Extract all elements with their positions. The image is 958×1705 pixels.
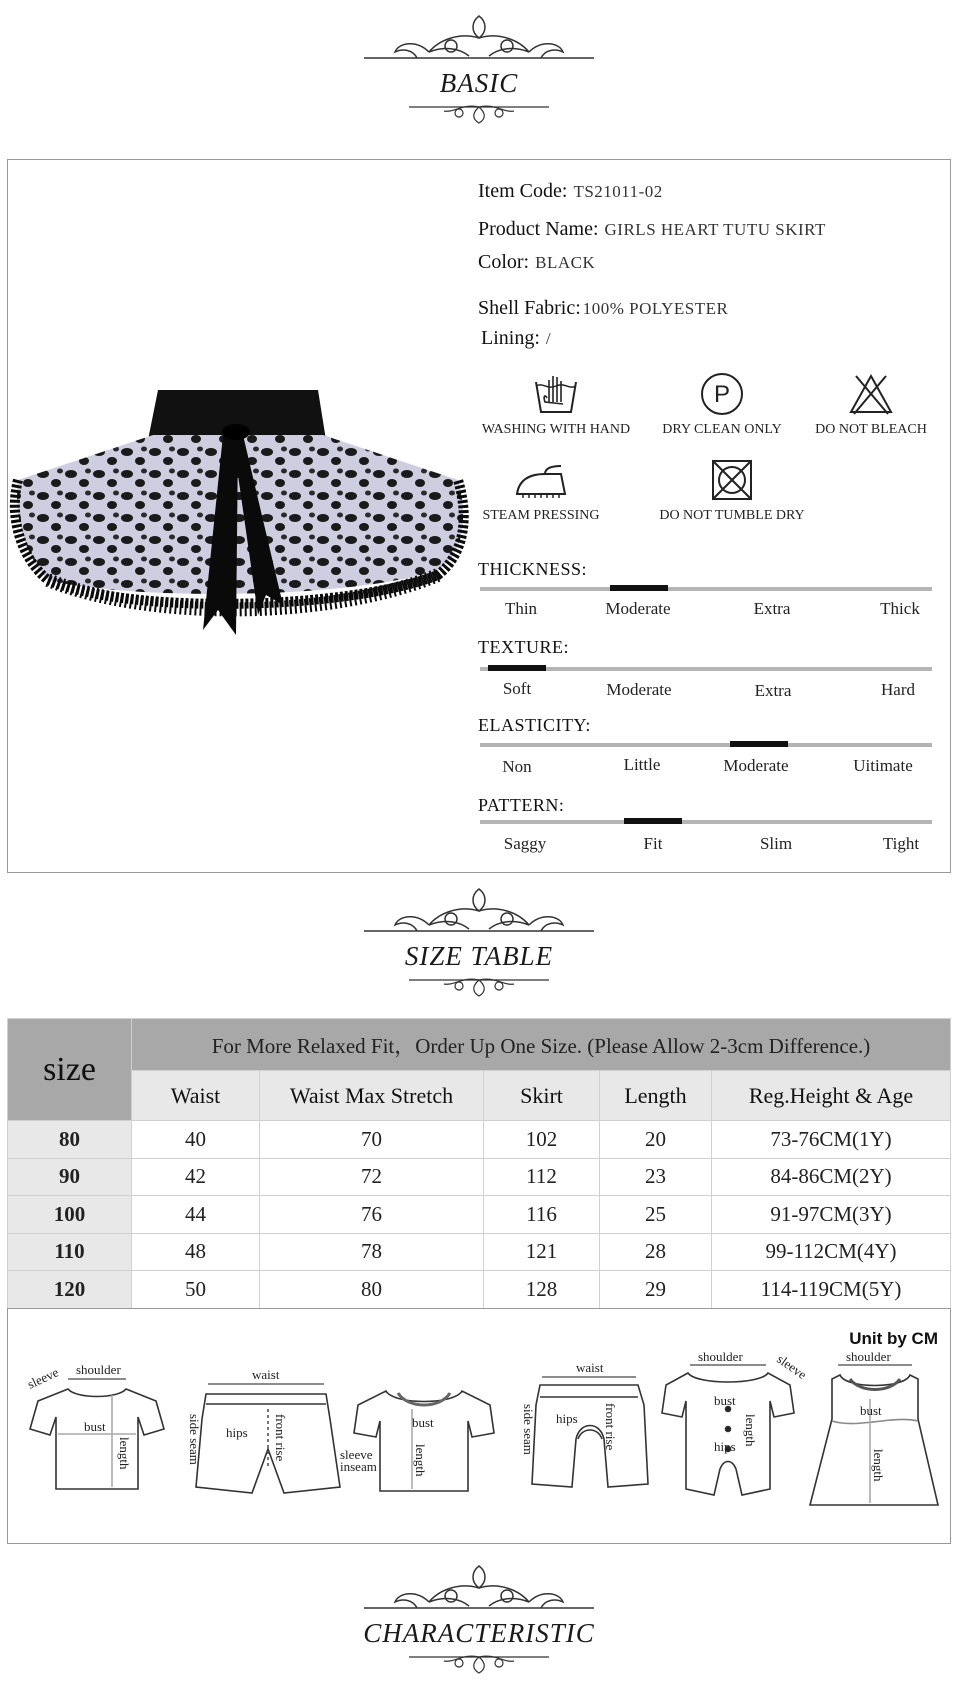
care-no-tumble-label: DO NOT TUMBLE DRY [659,508,805,523]
bust-label-3: bust [714,1393,736,1408]
texture-label-4: Hard [881,680,915,699]
length-label-3: length [743,1414,758,1447]
col-skirt: Skirt [484,1071,600,1121]
unit-label: Unit by CM [849,1329,938,1348]
thickness-label-1: Thin [504,599,538,618]
sleeve-inseam-label-2: inseam [340,1459,377,1474]
elasticity-label-2: Little [623,755,661,774]
texture-scale [480,667,932,671]
ornament-top-icon [359,885,599,941]
shell-fabric-value: 100% POLYESTER [582,299,729,318]
size-cell: 80 [8,1121,132,1159]
stretch-cell: 76 [260,1196,484,1234]
size-header: size [8,1019,132,1121]
tutu-skirt-image [8,380,470,670]
romper-diagram [662,1365,794,1495]
waist-cell: 44 [132,1196,260,1234]
col-waist-max-stretch: Waist Max Stretch [260,1071,484,1121]
col-height-age: Reg.Height & Age [712,1071,951,1121]
pattern-title: PATTERN: [478,795,565,815]
product-name-label: Product Name: [478,218,599,240]
no-bleach-icon [848,372,894,416]
size-table-heading [0,885,958,998]
pattern-label-2: Fit [643,834,663,853]
care-no-bleach-label: DO NOT BLEACH [815,422,927,437]
thickness-scale [480,587,932,591]
thickness-label-2: Moderate [605,599,671,618]
basic-heading [0,12,958,125]
hips-label-2: hips [556,1411,578,1426]
lining-value: / [545,329,552,348]
no-tumble-dry-icon [710,458,754,502]
garment-measure-diagram [8,1309,952,1545]
size-cell: 120 [8,1271,132,1309]
care-steam-label: STEAM PRESSING [482,508,600,523]
shoulder-label-4: shoulder [846,1349,891,1364]
tshirt-diagram [30,1379,164,1489]
stretch-cell: 80 [260,1271,484,1309]
product-name-value: GIRLS HEART TUTU SKIRT [604,220,826,239]
height-age-cell: 99-112CM(4Y) [712,1233,951,1271]
size-table [7,1018,951,1309]
hand-wash-icon [533,372,579,416]
length-cell: 25 [600,1196,712,1234]
table-row [8,1121,951,1159]
pattern-label-3: Slim [759,834,793,853]
care-dry-clean [657,372,787,438]
thickness-label-4: Thick [880,599,920,618]
characteristic-heading [0,1562,958,1675]
bust-label-2: bust [412,1415,434,1430]
item-code-row [478,180,663,203]
color-row [478,251,595,274]
elasticity-title: ELASTICITY: [478,715,591,735]
product-name-row [478,218,826,241]
skirt-cell: 116 [484,1196,600,1234]
size-cell: 90 [8,1158,132,1196]
lining-label: Lining: [481,327,540,349]
front-rise-label: front rise [273,1414,288,1462]
care-no-tumble [652,458,812,524]
bust-label: bust [84,1419,106,1434]
thickness-marker [610,585,668,591]
dry-clean-letter: P [713,381,731,408]
size-table-title: SIZE TABLE [404,941,554,971]
skirt-cell: 102 [484,1121,600,1159]
ornament-bottom-icon [404,99,554,125]
ornament-top-icon [359,1562,599,1618]
elasticity-label-4: Uitimate [853,756,913,775]
texture-title: TEXTURE: [478,637,569,657]
skirt-cell: 121 [484,1233,600,1271]
sleeve-inseam-label-1: sleeve [340,1447,373,1462]
length-cell: 20 [600,1121,712,1159]
care-washing-hand [481,372,631,438]
bust-label-4: bust [860,1403,882,1418]
lining-row [481,327,551,350]
table-row [8,1233,951,1271]
pattern-marker [624,818,682,824]
sleeve-label-3: sleeve [774,1351,810,1383]
texture-label-1: Soft [502,679,532,698]
waist-cell: 42 [132,1158,260,1196]
stretch-cell: 70 [260,1121,484,1159]
dress-diagram [810,1365,938,1505]
ornament-bottom-icon [404,972,554,998]
hips-label: hips [226,1425,248,1440]
length-cell: 28 [600,1233,712,1271]
shell-fabric-row [478,297,728,320]
col-waist: Waist [132,1071,260,1121]
waist-cell: 50 [132,1271,260,1309]
color-label: Color: [478,251,530,273]
col-length: Length [600,1071,712,1121]
skirt-cell: 128 [484,1271,600,1309]
length-cell: 29 [600,1271,712,1309]
size-note: For More Relaxed Fit，Order Up One Size. (Please Allow 2-3cm Difference.) [132,1019,951,1071]
length-label-4: length [871,1449,886,1482]
basic-title: BASIC [439,68,519,98]
dry-clean-icon [699,372,745,416]
care-steam-pressing [481,462,601,524]
ornament-bottom-icon [404,1649,554,1675]
stretch-cell: 78 [260,1233,484,1271]
thickness-label-3: Extra [753,599,791,618]
front-rise-label-2: front rise [603,1403,618,1451]
elasticity-label-1: Non [502,757,532,776]
hips-label-3: hips [714,1439,736,1454]
color-value: BLACK [535,253,596,272]
texture-label-2: Moderate [606,680,672,699]
shoulder-label: shoulder [76,1362,121,1377]
care-dry-clean-label: DRY CLEAN ONLY [662,422,782,437]
elasticity-scale [480,743,932,747]
elasticity-marker [730,741,788,747]
pattern-scale [480,820,932,824]
care-no-bleach [810,372,932,438]
pattern-label-1: Saggy [503,834,547,853]
waist-cell: 40 [132,1121,260,1159]
elasticity-label-3: Moderate [723,756,789,775]
thickness-title: THICKNESS: [478,559,588,579]
height-age-cell: 73-76CM(1Y) [712,1121,951,1159]
skirt-cell: 112 [484,1158,600,1196]
texture-label-3: Extra [754,681,792,700]
side-seam-label: side seam [187,1414,202,1465]
height-age-cell: 84-86CM(2Y) [712,1158,951,1196]
care-washing-label: WASHING WITH HAND [481,422,631,437]
sleeve-label: sleeve [24,1364,61,1392]
height-age-cell: 91-97CM(3Y) [712,1196,951,1234]
ornament-top-icon [359,12,599,68]
table-row [8,1158,951,1196]
item-code-value: TS21011-02 [573,182,663,201]
steam-iron-icon [513,462,569,502]
shorts-diagram [196,1384,340,1493]
waist-label: waist [252,1367,280,1382]
texture-marker [488,665,546,671]
length-label: length [117,1437,132,1470]
characteristic-title: CHARACTERISTIC [363,1618,595,1648]
size-cell: 110 [8,1233,132,1271]
shell-fabric-label: Shell Fabric: [478,297,581,319]
height-age-cell: 114-119CM(5Y) [712,1271,951,1309]
length-cell: 23 [600,1158,712,1196]
waist-cell: 48 [132,1233,260,1271]
measurement-diagrams [7,1308,951,1544]
size-cell: 100 [8,1196,132,1234]
table-row [8,1196,951,1234]
bloomer-diagram [532,1377,648,1487]
pattern-label-4: Tight [882,834,920,853]
side-seam-label-2: side seam [521,1404,536,1455]
shoulder-label-3: shoulder [698,1349,743,1364]
table-row [8,1271,951,1309]
stretch-cell: 72 [260,1158,484,1196]
waist-label-2: waist [576,1360,604,1375]
item-code-label: Item Code: [478,180,568,202]
length-label-2: length [413,1444,428,1477]
